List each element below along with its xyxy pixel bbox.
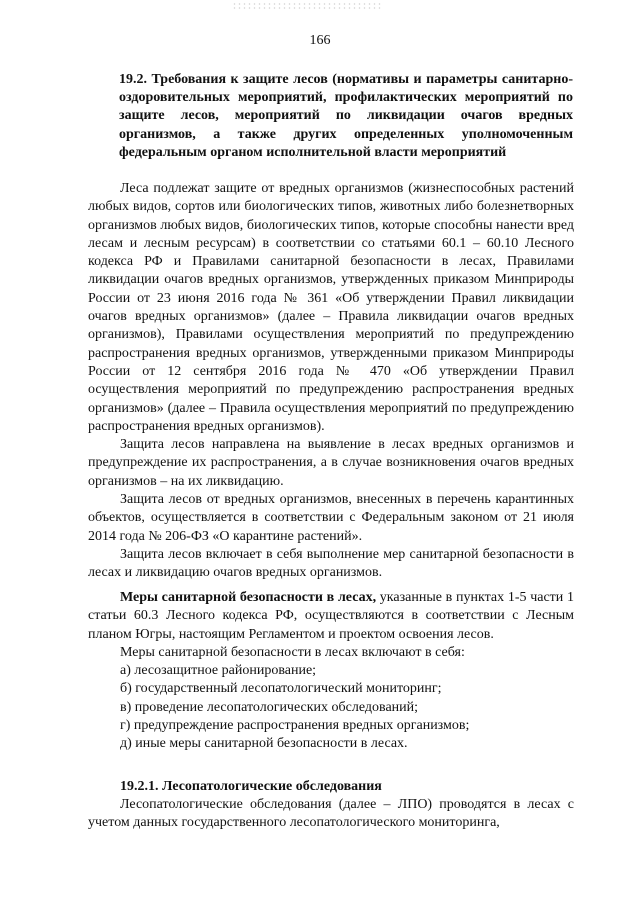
list-item: г) предупреждение распространения вредных организмов; — [120, 718, 470, 734]
paragraph-forest-protection-basis: Леса подлежат защите от вредных организмов (жизнеспособных растений любых видов, сортов или биологических типов, животных либо болезнетворных организмов любых видов, биологических типов, которые способны нанести вред лесам и лесным ресурсам) в соответствии со статьями 60.1 – 60.10 Лесного кодекса РФ и Правилами санитарной безопасности в лесах, Правилами ликвидации очагов вредных организмов, утвержденных приказом Минприроды России от 23 июня 2016 года № 361 «Об утверждении Правил ликвидации очагов вредных организмов» (далее – Правила ликвидации очагов вредных организмов), Правилами осуществления мероприятий по предупреждению распространения вредных организмов, утвержденными приказом Минприроды России от 12 сентября 2016 года № 470 «Об утверждении Правил осуществления мероприятий по предупреждению распространения вредных организмов» (далее – Правила осуществления мероприятий по предупреждению распространения вредных организмов). — [88, 181, 574, 434]
subsection-body — [88, 796, 574, 833]
paragraph-sanitary-measures — [88, 589, 574, 644]
sanitary-list-intro: Меры санитарной безопасности в лесах включают в себя: — [120, 644, 465, 660]
scan-artifact — [232, 2, 382, 10]
subsection-heading: 19.2.1. Лесопатологические обследования — [120, 779, 382, 794]
paragraph-protection-includes: Защита лесов включает в себя выполнение мер санитарной безопасности в лесах и ликвидацию очагов вредных организмов. — [88, 546, 574, 581]
sanitary-measures-section — [88, 589, 574, 754]
sanitary-measures-text: указанные в пунктах 1-5 части 1 статьи 60.3 Лесного кодекса РФ, осуществляются в соответствии с Лесным планом Югры, настоящим Регламентом и проектом освоения лесов. — [88, 590, 574, 642]
section-heading: 19.2. Требования к защите лесов (нормативы и параметры санитарно-оздоровительных мероприятий, профилактических мероприятий по защите лесов, мероприятий по ликвидации очагов вредных организмов, а также других определенных уполномоченным федеральным органом исполнительной власти мероприятий — [119, 72, 573, 160]
paragraph-forest-pathology-surveys: Лесопатологические обследования (далее – ЛПО) проводятся в лесах с учетом данных государственного лесопатологического мониторинга, — [88, 797, 574, 831]
page-number: 166 — [309, 33, 331, 48]
paragraph-protection-purpose: Защита лесов направлена на выявление в лесах вредных организмов и предупреждение их распространения, а в случае возникновения очагов вредных организмов – на их ликвидацию. — [88, 437, 574, 489]
sanitary-measures-lead: Меры санитарной безопасности в лесах, — [120, 590, 377, 605]
list-item: в) проведение лесопатологических обследований; — [120, 699, 419, 715]
list-item: д) иные меры санитарной безопасности в лесах. — [120, 736, 408, 752]
list-item: б) государственный лесопатологический мониторинг; — [120, 681, 442, 697]
paragraph-quarantine: Защита лесов от вредных организмов, внесенных в перечень карантинных объектов, осуществляется в соответствии с Федеральным законом от 21 июля 2014 года № 206-ФЗ «О карантине растений». — [88, 492, 574, 544]
main-body — [88, 180, 574, 583]
list-item: а) лесозащитное районирование; — [120, 663, 317, 679]
